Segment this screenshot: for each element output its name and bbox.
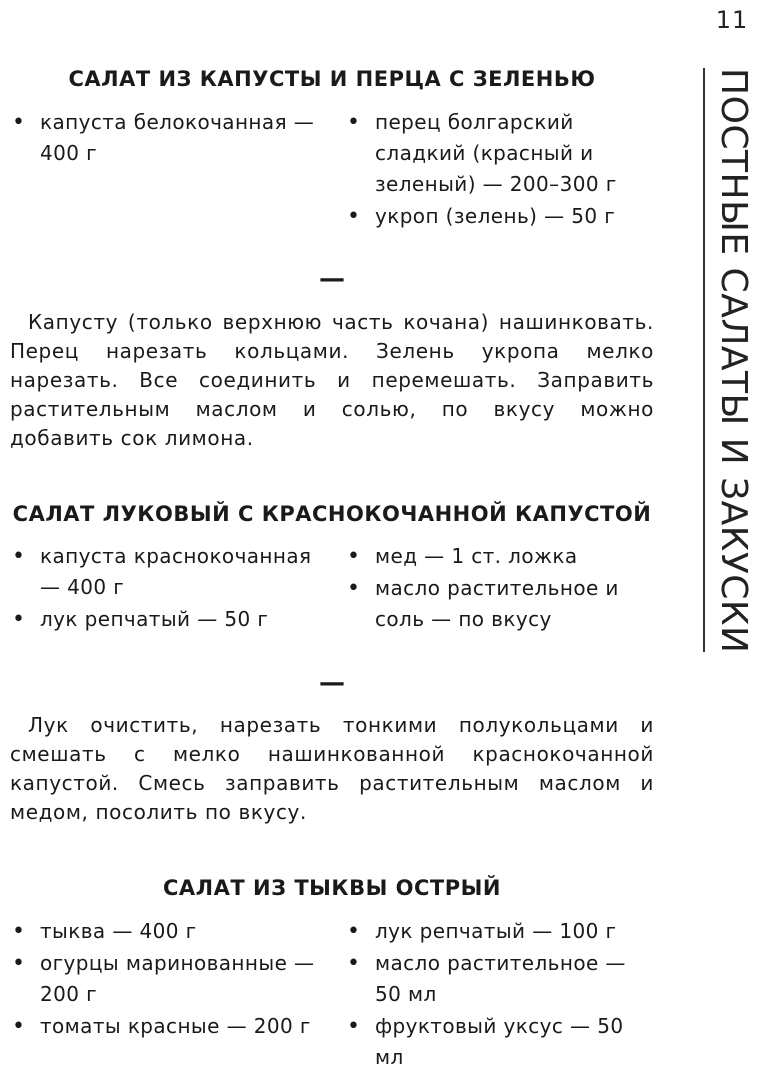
ingredient-item: • томаты красные — 200 г	[10, 1011, 320, 1042]
ingredient-item: • тыква — 400 г	[10, 916, 320, 947]
ingredients-right	[345, 107, 655, 233]
recipe-title: САЛАТ ИЗ КАПУСТЫ И ПЕРЦА С ЗЕЛЕНЬЮ	[68, 67, 596, 91]
ingredient-item: • огурцы маринованные — 200 г	[10, 948, 320, 1010]
section-title: ПОСТНЫЕ САЛАТЫ И ЗАКУСКИ	[713, 68, 754, 654]
ingredient-item: • лук репчатый — 50 г	[10, 604, 320, 635]
recipe-method: Капусту (только верхнюю часть кочана) нашинковать. Перец нарезать кольцами. Зелень укропа мелко нарезать. Все соединить и перемешать. Заправить растительным маслом и солью, по вкусу можно добавить сок лимона.	[10, 310, 654, 450]
ingredient-item: • капуста краснокочанная — 400 г	[10, 541, 320, 603]
separator-dash: —	[319, 264, 345, 294]
ingredient-item: • капуста белокочанная — 400 г	[10, 107, 320, 169]
ingredient-item: • лук репчатый — 100 г	[345, 916, 655, 947]
ingredients-right	[345, 916, 655, 1074]
ingredients-left	[10, 107, 320, 170]
ingredients-left	[10, 541, 320, 636]
recipe-title: САЛАТ ЛУКОВЫЙ С КРАСНОКОЧАННОЙ КАПУСТОЙ	[12, 502, 652, 526]
ingredient-item: • мед — 1 ст. ложка	[345, 541, 655, 572]
recipe-method: Лук очистить, нарезать тонкими полукольцами и смешать с мелко нашинкованной краснокочанной капустой. Смесь заправить растительным маслом и медом, посолить по вкусу.	[10, 713, 654, 824]
ingredient-item: • масло растительное и соль — по вкусу	[345, 573, 655, 635]
ingredients-right	[345, 541, 655, 636]
ingredient-item: • масло растительное — 50 мл	[345, 948, 655, 1010]
ingredient-item: • фруктовый уксус — 50 мл	[345, 1011, 655, 1073]
separator-dash: —	[319, 668, 345, 698]
ingredient-item: • укроп (зелень) — 50 г	[345, 201, 655, 232]
recipe-title: САЛАТ ИЗ ТЫКВЫ ОСТРЫЙ	[163, 876, 501, 900]
page-number: 11	[715, 6, 749, 34]
ingredients-left	[10, 916, 320, 1043]
side-divider-line	[703, 68, 705, 652]
ingredient-item: • перец болгарский сладкий (красный и зеленый) — 200–300 г	[345, 107, 655, 200]
